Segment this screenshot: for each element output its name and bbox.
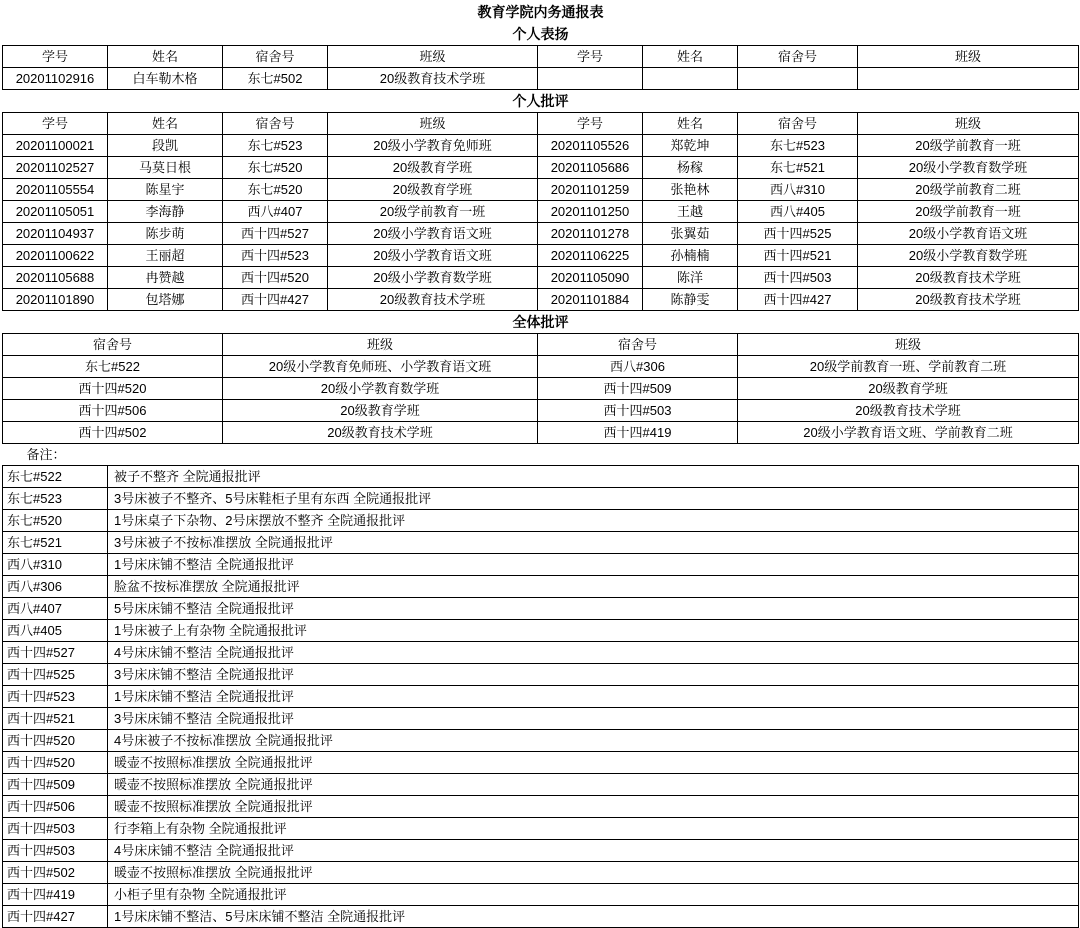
cell-dorm: 东七#502: [223, 68, 328, 90]
cell-student-id: 20201105051: [3, 201, 108, 223]
cell-name: 郑乾坤: [643, 135, 738, 157]
cell-dorm: 西十四#419: [3, 884, 108, 906]
table-row: [3, 796, 1079, 818]
table-row: [3, 157, 1079, 179]
cell-dorm: 西十四#502: [3, 422, 223, 444]
cell-student-id: 20201105688: [3, 267, 108, 289]
cell-dorm: 西八#405: [3, 620, 108, 642]
remarks-label: 备注：: [26, 446, 66, 462]
cell-remark: 1号床床铺不整洁、5号床床铺不整洁 全院通报批评: [108, 906, 1079, 928]
cell-name: 王越: [643, 201, 738, 223]
cell-remark: 4号床床铺不整洁 全院通报批评: [108, 840, 1079, 862]
cell-class: 20级小学教育语文班: [328, 245, 538, 267]
cell-remark: 暖壶不按照标准摆放 全院通报批评: [108, 774, 1079, 796]
cell-class-empty: [858, 68, 1079, 90]
cell-name: 孙楠楠: [643, 245, 738, 267]
document-title-row: [3, 0, 1079, 23]
table-row: [3, 598, 1079, 620]
table-row: [3, 510, 1079, 532]
cell-student-id: 20201104937: [3, 223, 108, 245]
cell-dorm: 东七#520: [223, 179, 328, 201]
cell-class: 20级教育技术学班: [858, 289, 1079, 311]
cell-class: 20级教育学班: [223, 400, 538, 422]
table-row: [3, 620, 1079, 642]
table-row: [3, 708, 1079, 730]
table-row: [3, 862, 1079, 884]
column-header-name-right: 姓名: [643, 46, 738, 68]
table-row: [3, 179, 1079, 201]
cell-name: 冉赞越: [108, 267, 223, 289]
cell-class: 20级小学教育免师班、小学教育语文班: [223, 356, 538, 378]
table-row: [3, 642, 1079, 664]
cell-dorm: 西十四#502: [3, 862, 108, 884]
criticism-section-title-row: [3, 90, 1079, 113]
cell-student-id-empty: [538, 68, 643, 90]
cell-name: 陈洋: [643, 267, 738, 289]
praise-header-row: [3, 46, 1079, 68]
cell-student-id: 20201102527: [3, 157, 108, 179]
cell-dorm: 西十四#427: [223, 289, 328, 311]
cell-dorm: 东七#520: [3, 510, 108, 532]
cell-student-id: 20201106225: [538, 245, 643, 267]
cell-dorm: 西八#306: [3, 576, 108, 598]
cell-remark: 暖壶不按照标准摆放 全院通报批评: [108, 752, 1079, 774]
cell-remark: 1号床桌子下杂物、2号床摆放不整齐 全院通报批评: [108, 510, 1079, 532]
cell-dorm: 西十四#506: [3, 796, 108, 818]
cell-dorm: 西十四#520: [3, 730, 108, 752]
cell-class: 20级小学教育数学班: [328, 267, 538, 289]
table-row: [3, 906, 1079, 928]
cell-student-id: 20201105686: [538, 157, 643, 179]
cell-name: 包塔娜: [108, 289, 223, 311]
table-row: [3, 68, 1079, 90]
cell-class: 20级教育技术学班: [738, 400, 1079, 422]
cell-dorm: 西八#407: [3, 598, 108, 620]
cell-class: 20级教育技术学班: [858, 267, 1079, 289]
overall-section-title-row: [3, 311, 1079, 334]
cell-class: 20级教育学班: [328, 179, 538, 201]
table-row: [3, 840, 1079, 862]
cell-dorm: 西十四#506: [3, 400, 223, 422]
cell-name: 陈静雯: [643, 289, 738, 311]
cell-dorm: 西十四#523: [3, 686, 108, 708]
cell-class: 20级学前教育一班: [858, 135, 1079, 157]
cell-class: 20级学前教育二班: [858, 179, 1079, 201]
table-row: [3, 466, 1079, 488]
cell-remark: 4号床床铺不整洁 全院通报批评: [108, 642, 1079, 664]
cell-student-id: 20201101884: [538, 289, 643, 311]
column-header-class-right: 班级: [858, 113, 1079, 135]
cell-student-id: 20201101250: [538, 201, 643, 223]
cell-dorm: 东七#522: [3, 466, 108, 488]
cell-dorm: 西八#407: [223, 201, 328, 223]
cell-remark: 暖壶不按照标准摆放 全院通报批评: [108, 796, 1079, 818]
cell-class: 20级小学教育数学班: [858, 245, 1079, 267]
cell-remark: 3号床被子不按标准摆放 全院通报批评: [108, 532, 1079, 554]
cell-class: 20级教育学班: [738, 378, 1079, 400]
cell-student-id: 20201100622: [3, 245, 108, 267]
cell-class: 20级学前教育一班: [858, 201, 1079, 223]
cell-dorm: 西八#405: [738, 201, 858, 223]
cell-dorm: 西十四#525: [3, 664, 108, 686]
column-header-dorm-left: 宿舍号: [223, 113, 328, 135]
cell-remark: 脸盆不按标准摆放 全院通报批评: [108, 576, 1079, 598]
cell-dorm: 西十四#525: [738, 223, 858, 245]
table-row: [3, 400, 1079, 422]
cell-dorm: 东七#521: [3, 532, 108, 554]
cell-dorm: 西八#310: [3, 554, 108, 576]
table-row: [3, 488, 1079, 510]
column-header-class-right: 班级: [858, 46, 1079, 68]
column-header-class-left: 班级: [328, 113, 538, 135]
cell-dorm: 东七#520: [223, 157, 328, 179]
column-header-name-right: 姓名: [643, 113, 738, 135]
cell-dorm: 东七#522: [3, 356, 223, 378]
column-header-student-id-left: 学号: [3, 113, 108, 135]
column-header-dorm-right: 宿舍号: [538, 334, 738, 356]
section-title-praise: 个人表扬: [512, 26, 569, 42]
cell-name: 陈步萌: [108, 223, 223, 245]
cell-dorm: 东七#523: [3, 488, 108, 510]
cell-remark: 3号床被子不整齐、5号床鞋柜子里有东西 全院通报批评: [108, 488, 1079, 510]
cell-name: 白车勒木格: [108, 68, 223, 90]
table-row: [3, 664, 1079, 686]
cell-class: 20级小学教育语文班: [328, 223, 538, 245]
column-header-name-left: 姓名: [108, 46, 223, 68]
cell-dorm: 西十四#520: [223, 267, 328, 289]
table-row: [3, 223, 1079, 245]
cell-remark: 4号床被子不按标准摆放 全院通报批评: [108, 730, 1079, 752]
cell-dorm: 东七#521: [738, 157, 858, 179]
cell-class: 20级小学教育语文班、学前教育二班: [738, 422, 1079, 444]
cell-dorm: 西十四#521: [738, 245, 858, 267]
cell-name: 张艳林: [643, 179, 738, 201]
cell-remark: 1号床床铺不整洁 全院通报批评: [108, 554, 1079, 576]
column-header-dorm-right: 宿舍号: [738, 113, 858, 135]
section-title-overall: 全体批评: [512, 314, 569, 330]
cell-dorm: 东七#523: [738, 135, 858, 157]
column-header-class-left: 班级: [328, 46, 538, 68]
cell-class: 20级小学教育免师班: [328, 135, 538, 157]
cell-dorm: 西十四#520: [3, 378, 223, 400]
cell-dorm: 西十四#427: [3, 906, 108, 928]
cell-student-id: 20201105554: [3, 179, 108, 201]
cell-dorm: 西十四#503: [3, 818, 108, 840]
cell-dorm: 西十四#509: [538, 378, 738, 400]
cell-dorm: 西十四#503: [738, 267, 858, 289]
cell-class: 20级教育学班: [328, 157, 538, 179]
cell-class: 20级学前教育一班: [328, 201, 538, 223]
main-report-table: [2, 0, 1079, 928]
table-row: [3, 554, 1079, 576]
page-title: 教育学院内务通报表: [477, 4, 604, 20]
cell-class: 20级小学教育语文班: [858, 223, 1079, 245]
table-row: [3, 245, 1079, 267]
cell-student-id: 20201102916: [3, 68, 108, 90]
cell-remark: 被子不整齐 全院通报批评: [108, 466, 1079, 488]
cell-name: 张翼茹: [643, 223, 738, 245]
cell-student-id: 20201101890: [3, 289, 108, 311]
table-row: [3, 774, 1079, 796]
table-row: [3, 289, 1079, 311]
column-header-dorm-left: 宿舍号: [223, 46, 328, 68]
table-row: [3, 884, 1079, 906]
column-header-class-right: 班级: [738, 334, 1079, 356]
cell-name: 段凯: [108, 135, 223, 157]
cell-dorm: 西十四#520: [3, 752, 108, 774]
table-row: [3, 752, 1079, 774]
column-header-student-id-right: 学号: [538, 113, 643, 135]
cell-dorm: 西十四#503: [3, 840, 108, 862]
column-header-student-id-right: 学号: [538, 46, 643, 68]
cell-student-id: 20201101259: [538, 179, 643, 201]
table-row: [3, 730, 1079, 752]
column-header-name-left: 姓名: [108, 113, 223, 135]
cell-dorm: 西十四#527: [3, 642, 108, 664]
cell-class: 20级教育技术学班: [328, 68, 538, 90]
cell-dorm: 西十四#503: [538, 400, 738, 422]
cell-dorm: 西十四#509: [3, 774, 108, 796]
cell-name: 杨稼: [643, 157, 738, 179]
column-header-class-left: 班级: [223, 334, 538, 356]
cell-remark: 行李箱上有杂物 全院通报批评: [108, 818, 1079, 840]
overall-header-row: [3, 334, 1079, 356]
table-row: [3, 818, 1079, 840]
table-row: [3, 267, 1079, 289]
cell-class: 20级小学教育数学班: [223, 378, 538, 400]
cell-dorm: 东七#523: [223, 135, 328, 157]
table-row: [3, 356, 1079, 378]
cell-name: 王丽超: [108, 245, 223, 267]
cell-student-id: 20201105090: [538, 267, 643, 289]
criticism-header-row: [3, 113, 1079, 135]
cell-class: 20级小学教育数学班: [858, 157, 1079, 179]
cell-class: 20级教育技术学班: [328, 289, 538, 311]
cell-name: 李海静: [108, 201, 223, 223]
cell-student-id: 20201100021: [3, 135, 108, 157]
cell-dorm: 西十四#427: [738, 289, 858, 311]
cell-dorm-empty: [738, 68, 858, 90]
table-row: [3, 686, 1079, 708]
cell-remark: 小柜子里有杂物 全院通报批评: [108, 884, 1079, 906]
cell-remark: 1号床床铺不整洁 全院通报批评: [108, 686, 1079, 708]
column-header-dorm-left: 宿舍号: [3, 334, 223, 356]
cell-class: 20级教育技术学班: [223, 422, 538, 444]
column-header-student-id-left: 学号: [3, 46, 108, 68]
cell-remark: 3号床床铺不整洁 全院通报批评: [108, 664, 1079, 686]
cell-remark: 5号床床铺不整洁 全院通报批评: [108, 598, 1079, 620]
cell-student-id: 20201105526: [538, 135, 643, 157]
cell-remark: 暖壶不按照标准摆放 全院通报批评: [108, 862, 1079, 884]
cell-name-empty: [643, 68, 738, 90]
cell-dorm: 西十四#523: [223, 245, 328, 267]
table-row: [3, 422, 1079, 444]
cell-remark: 1号床被子上有杂物 全院通报批评: [108, 620, 1079, 642]
table-row: [3, 201, 1079, 223]
cell-dorm: 西八#306: [538, 356, 738, 378]
column-header-dorm-right: 宿舍号: [738, 46, 858, 68]
table-row: [3, 532, 1079, 554]
table-row: [3, 576, 1079, 598]
remarks-label-row: [3, 444, 1079, 466]
cell-dorm: 西十四#521: [3, 708, 108, 730]
cell-name: 马莫日根: [108, 157, 223, 179]
praise-section-title-row: [3, 23, 1079, 46]
cell-student-id: 20201101278: [538, 223, 643, 245]
cell-dorm: 西八#310: [738, 179, 858, 201]
table-row: [3, 378, 1079, 400]
cell-name: 陈星宇: [108, 179, 223, 201]
table-row: [3, 135, 1079, 157]
cell-class: 20级学前教育一班、学前教育二班: [738, 356, 1079, 378]
cell-dorm: 西十四#419: [538, 422, 738, 444]
section-title-criticism: 个人批评: [512, 93, 569, 109]
cell-remark: 3号床床铺不整洁 全院通报批评: [108, 708, 1079, 730]
cell-dorm: 西十四#527: [223, 223, 328, 245]
